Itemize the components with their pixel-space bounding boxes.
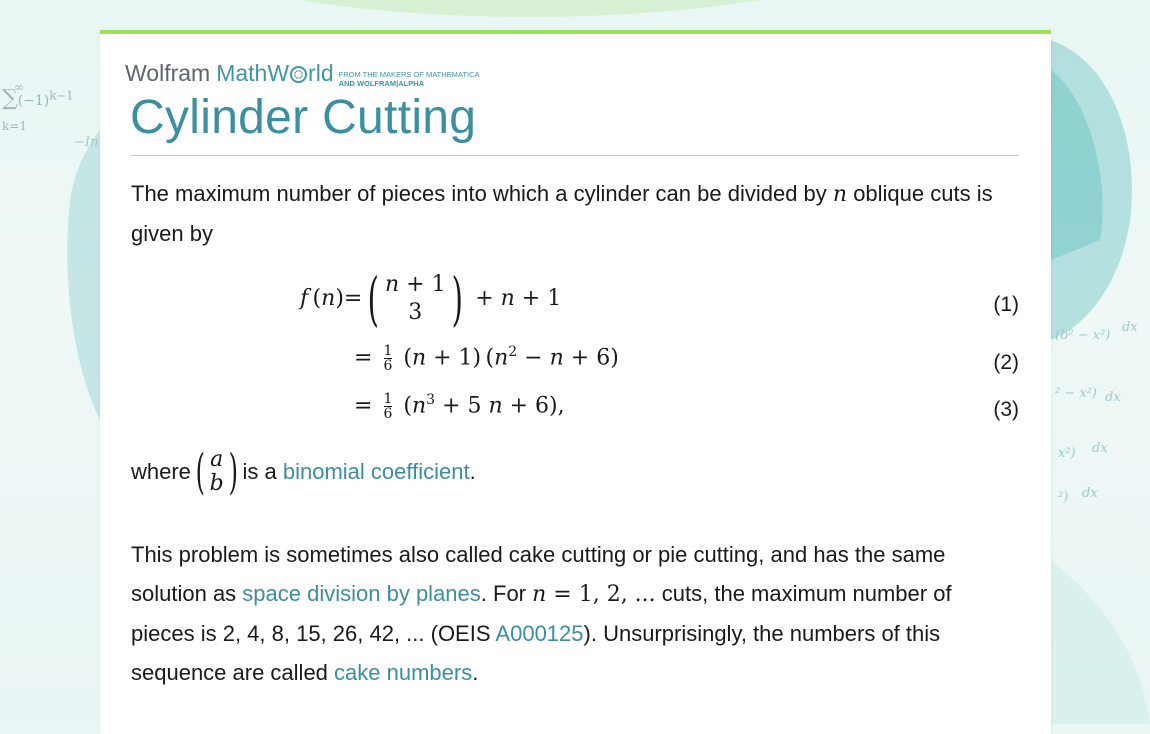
equation-2: = $\frac{1}{6}$ (n + 1) $(n^2 - n + 6)$ (354, 343, 619, 374)
site-logo[interactable] (125, 60, 479, 86)
binomial-symbol: ( a b ) (195, 444, 238, 500)
background-decoration: ∞ $\sum(-1)^{k-1}$ k=1 (b² − x²) dx ² − x²) dx x²) dx ²) dx −In (0, 0, 1150, 724)
logo-tagline: FROM THE MAKERS OF MATHEMATICA AND WOLFRAM|ALPHA (338, 70, 480, 88)
globe-icon (290, 66, 307, 83)
equation-3: = $\frac{1}{6}$ ($n^3 + 5$ n + 6), (354, 391, 565, 422)
binomial-coefficient-link[interactable]: binomial coefficient (282, 459, 470, 484)
equation-number-3: (3) (993, 398, 1019, 421)
intro-paragraph: The maximum number of pieces into which a cylinder can be divided by n oblique cuts is given by (131, 181, 993, 246)
space-division-link[interactable]: space division by planes (242, 581, 481, 606)
oeis-a000125-link[interactable]: A000125 (495, 621, 584, 646)
cake-numbers-link[interactable]: cake numbers (334, 660, 473, 685)
article-card (100, 30, 1051, 734)
logo-wolfram-text: Wolfram (125, 60, 211, 86)
equation-1: f (n)= ( n + 1 3 ) + n + 1 (300, 265, 562, 333)
background-formula: ∞ $\sum(-1)^{k-1}$ k=1 (2, 80, 74, 133)
equation-number-1: (1) (993, 293, 1019, 316)
equation-number-2: (2) (993, 351, 1019, 374)
title-divider (131, 155, 1019, 156)
page-title: Cylinder Cutting (130, 91, 477, 144)
logo-mathworld-text: MathW rld (216, 60, 334, 86)
binomial-note: where ( a b ) is a binomial coefficient . (131, 444, 476, 500)
cake-cutting-paragraph: This problem is sometimes also called cake cutting or pie cutting, and has the same solution as space division by planes. For n = 1, 2, ... cuts, the maximum number of pieces is 2, 4, 8, 15, 26, 42, ... (OEIS A000125). Unsurprisingly, the numbers of this sequence are called cake numbers. (131, 542, 952, 685)
